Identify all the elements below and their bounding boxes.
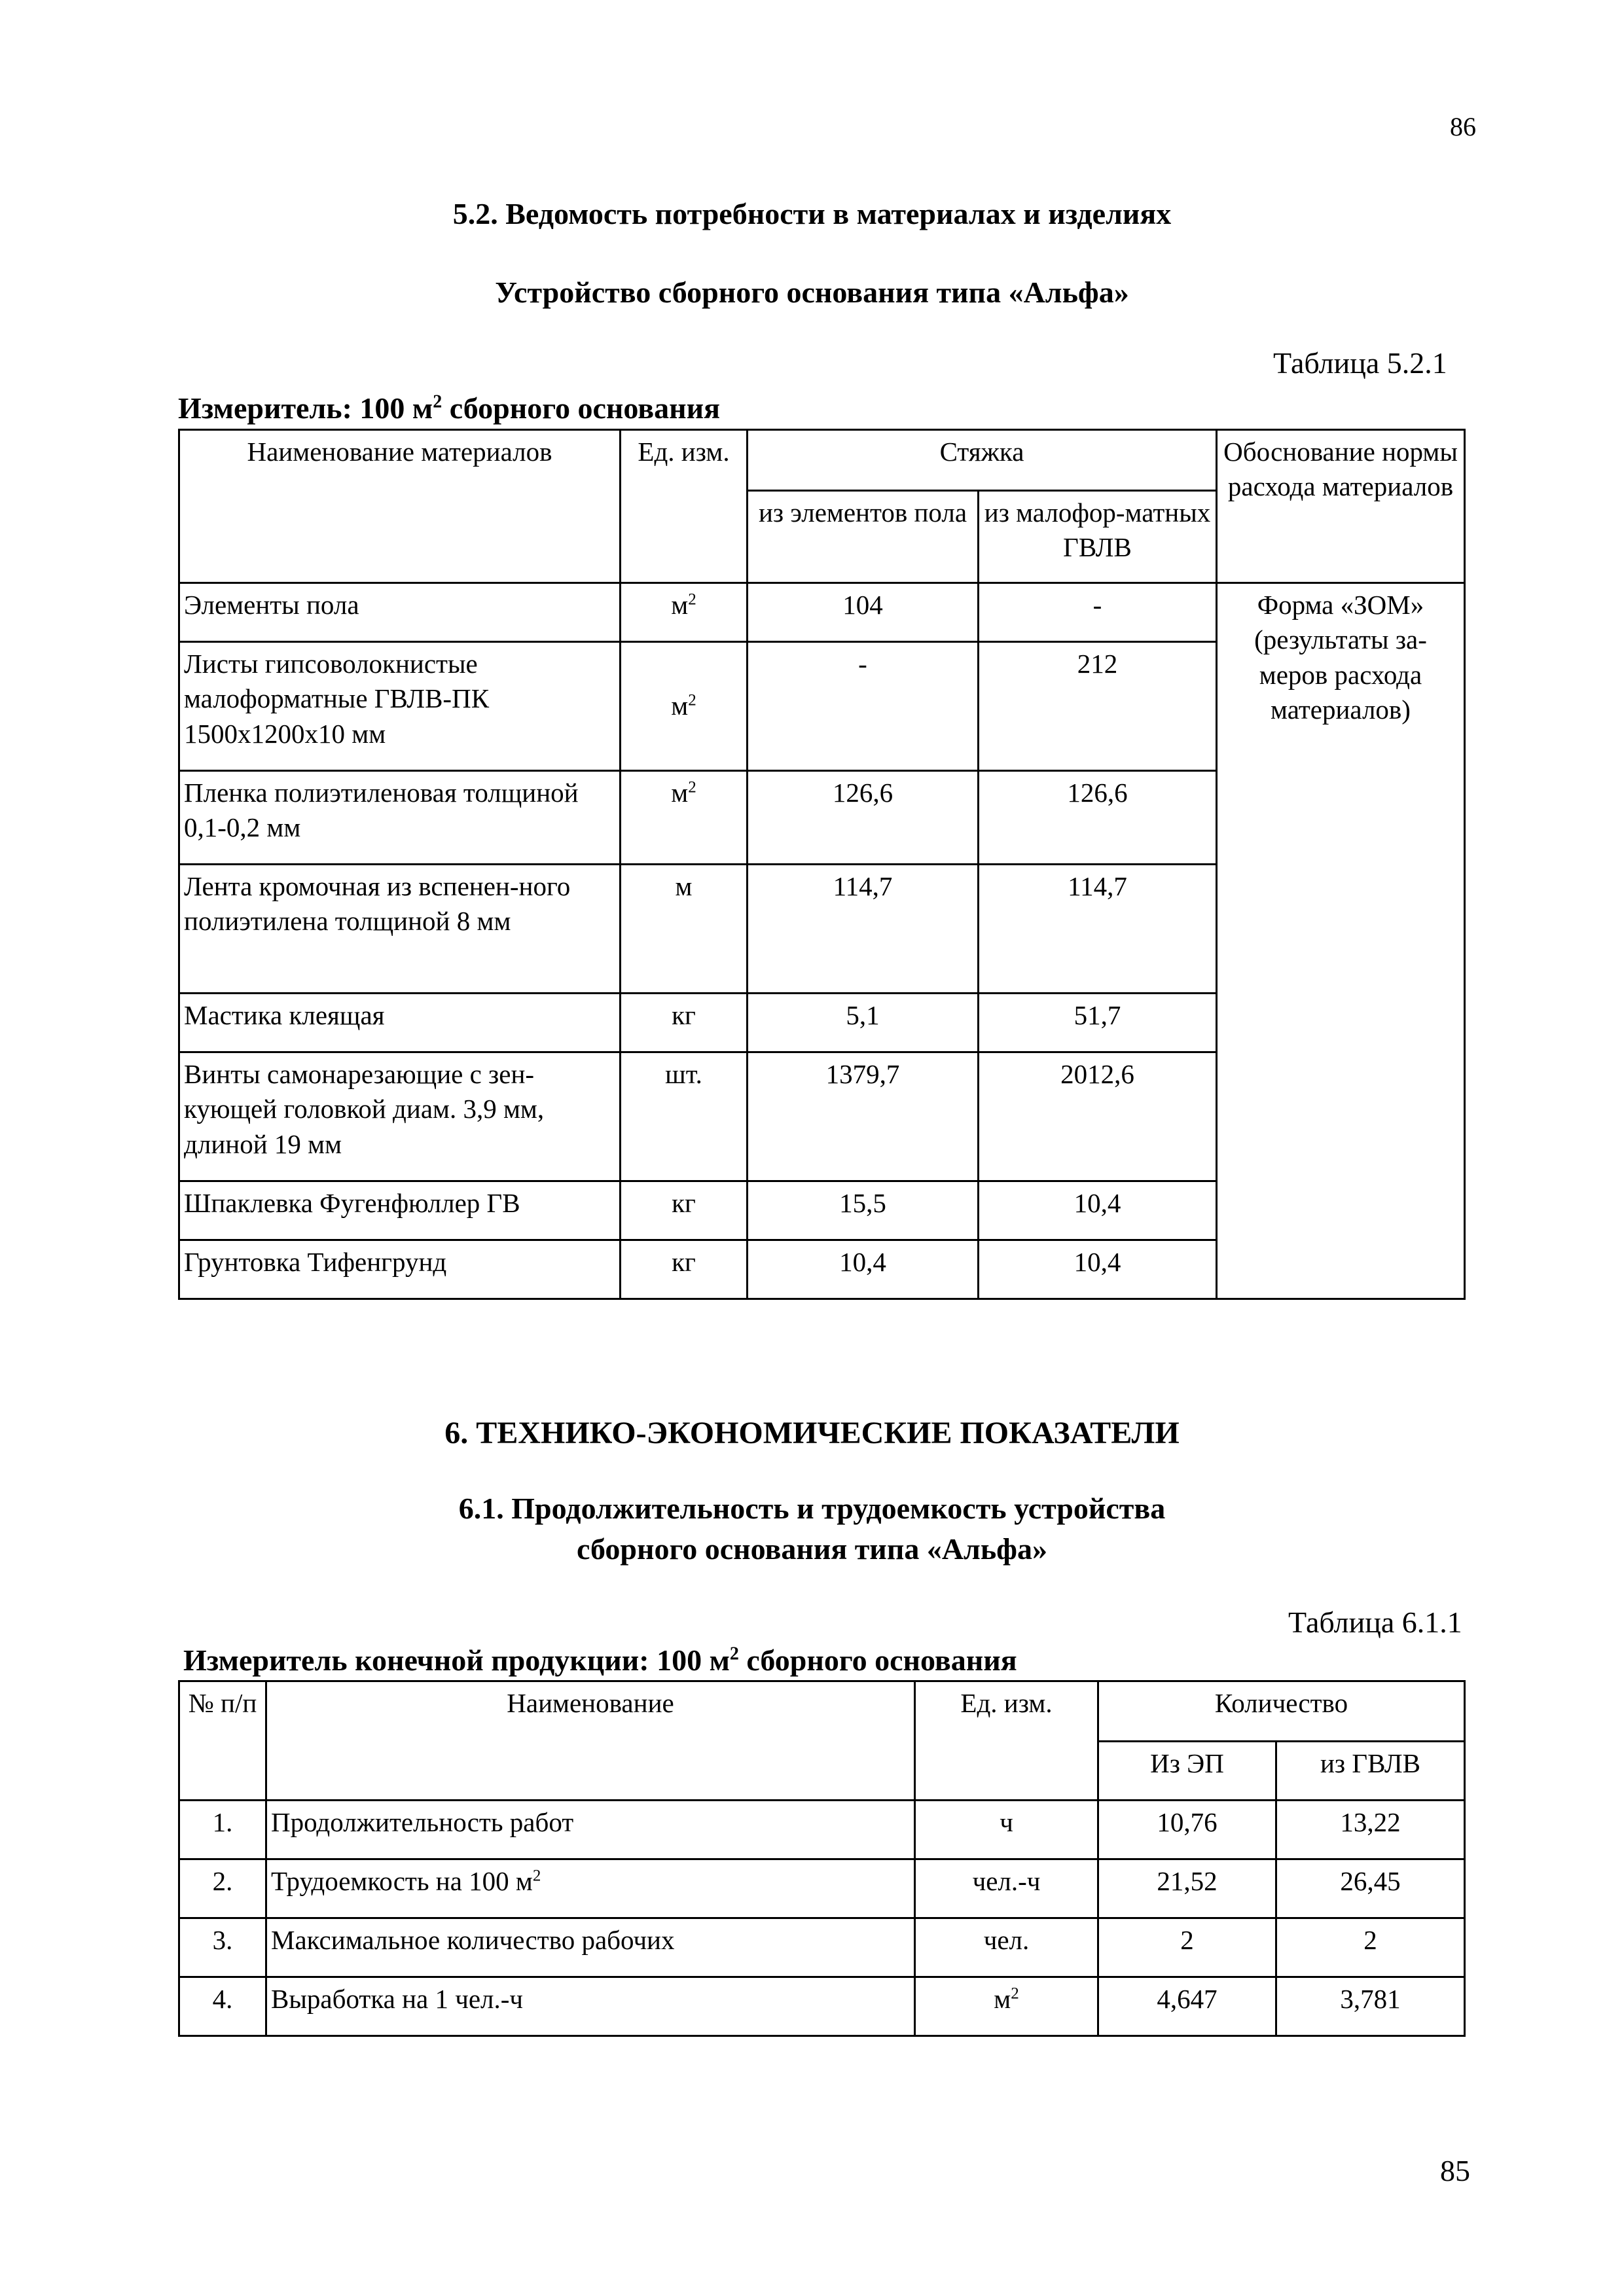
table-row: 4. Выработка на 1 чел.-ч $м^2$ 4,647 3,781 [179,1977,1465,2036]
section-subtitle: Устройство сборного основания типа «Альфа» [495,276,1129,309]
page-number-top: 86 [1450,112,1476,141]
materials-table [178,429,1466,1300]
table-row: Грунтовка Тифенгрунд кг 10,4 10,4 [179,1240,1465,1299]
header-name-6: Наименование [266,1681,915,1801]
table-row: 3. Максимальное количество рабочих чел. 2 2 [179,1918,1465,1977]
table-row: Элементы пола $м^2$ 104 - Форма «ЗОМ» (результаты за-меров расхода материалов) [179,583,1465,642]
table-row: Шпаклевка Фугенфюллер ГВ кг 15,5 10,4 [179,1181,1465,1240]
header-from-gvlv-6: из ГВЛВ [1276,1742,1465,1801]
section6-title: 6. ТЕХНИКО-ЭКОНОМИЧЕСКИЕ ПОКАЗАТЕЛИ [444,1416,1180,1450]
header-from-elements: из элементов пола [748,491,979,583]
header-num: № п/п [179,1681,266,1801]
table-row: Лента кромочная из вспенен-ного полиэтилена толщиной 8 мм м 114,7 114,7 [179,865,1465,994]
header-basis: Обоснование нормы расхода материалов [1217,430,1465,583]
header-unit: Ед. изм. [621,430,748,583]
table-label: Таблица 5.2.1 [1273,346,1447,380]
table-row: 1. Продолжительность работ ч 10,76 13,22 [179,1801,1465,1859]
measure-caption-6: Измеритель конечной продукции: 100 $м^2$ сборного основания [183,1643,1017,1677]
table-row: Пленка полиэтиленовая толщиной 0,1-0,2 мм $м^2$ 126,6 126,6 [179,771,1465,865]
indicators-table [178,1680,1466,2037]
table-row: Винты самонарезающие с зен-кующей головкой диам. 3,9 мм, длиной 19 мм шт. 1379,7 2012,6 [179,1052,1465,1181]
section6-subtitle-line1: 6.1. Продолжительность и трудоемкость устройства [458,1492,1166,1525]
header-from-ep: Из ЭП [1098,1742,1276,1801]
basis-cell: Форма «ЗОМ» (результаты за-меров расхода материалов) [1217,583,1465,1299]
header-qty: Количество [1098,1681,1465,1742]
table-row: 2. Трудоемкость на 100 $м^2$ чел.-ч 21,52 26,45 [179,1859,1465,1918]
table-row: Мастика клеящая кг 5,1 51,7 [179,994,1465,1052]
table-row: Листы гипсоволокнистые малоформатные ГВЛВ-ПК 1500х1200х10 мм $м^2$ - 212 [179,642,1465,771]
header-screed: Стяжка [748,430,1217,491]
page-number-bottom: 85 [1440,2154,1470,2187]
measure-caption: Измеритель: 100 $м^2$ сборного основания [178,391,720,425]
section6-subtitle-line2: сборного основания типа «Альфа» [577,1532,1047,1566]
header-from-gvlv: из малофор-матных ГВЛВ [979,491,1217,583]
section-title: 5.2. Ведомость потребности в материалах и изделиях [452,197,1172,230]
table-label-6: Таблица 6.1.1 [1288,1605,1462,1639]
header-name: Наименование материалов [179,430,621,583]
header-unit-6: Ед. изм. [915,1681,1098,1801]
